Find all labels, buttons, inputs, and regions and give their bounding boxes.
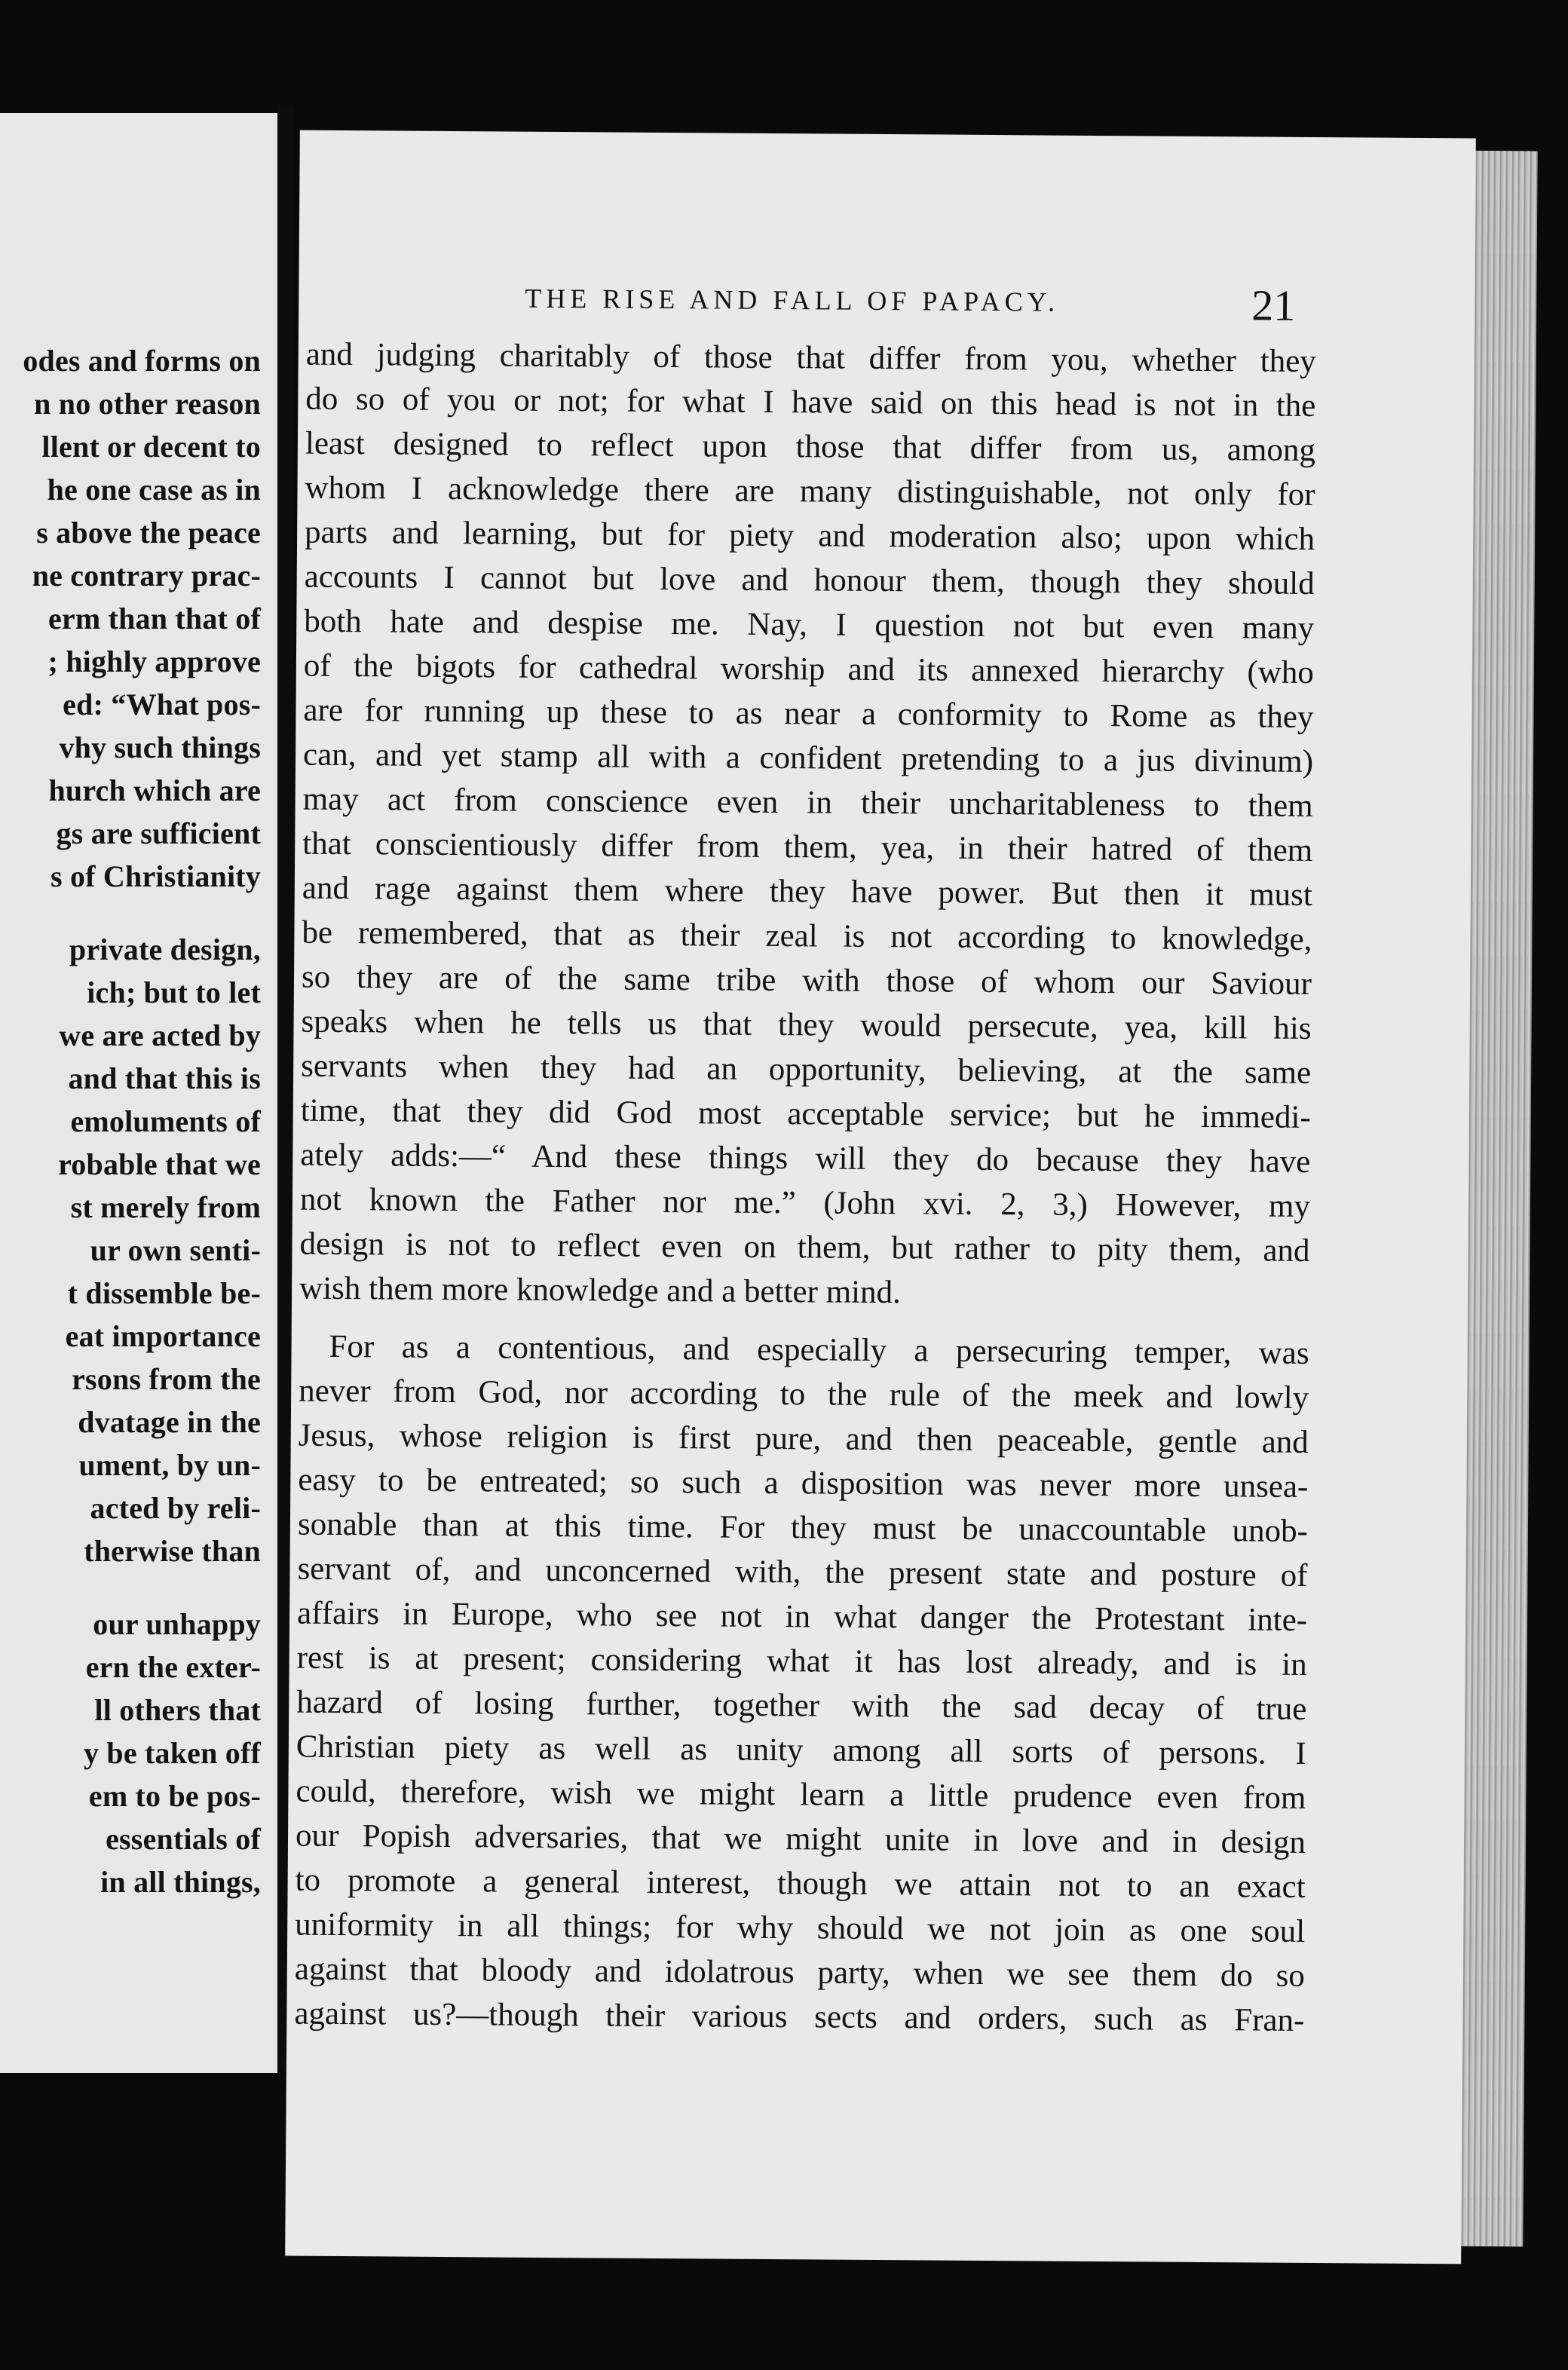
text-line: servants when they had an opportunity, believing, at the same: [301, 1048, 1312, 1091]
text-line: Jesus, whose religion is first pure, and then peaceable, gentle and: [298, 1417, 1309, 1460]
text-line: in all things,: [100, 1865, 261, 1899]
text-line: n no other reason: [34, 387, 261, 421]
text-line: are for running up these to as near a conformity to Rome as they: [303, 692, 1314, 735]
text-line: s of Christianity: [51, 859, 261, 893]
text-line: to promote a general interest, though we attain not to an exact: [295, 1862, 1306, 1905]
text-line: ument, by un-: [78, 1448, 261, 1482]
text-line: uniformity in all things; for why should we not join as one soul: [295, 1906, 1306, 1949]
text-line: that conscientiously differ from them, yea, in their hatred of them: [302, 825, 1313, 868]
page: [285, 130, 1476, 2264]
text-line: llent or decent to: [41, 430, 261, 464]
text-line: servant of, and unconcerned with, the present state and posture of: [297, 1551, 1308, 1594]
text-line: rsons from the: [72, 1362, 261, 1396]
text-line: Christian piety as well as unity among all sorts of persons. I: [296, 1729, 1307, 1771]
text-line: not known the Father nor me.” (John xvi. 2, 3,) However, my: [299, 1181, 1311, 1224]
text-line: s above the peace: [36, 516, 261, 550]
text-line: rest is at present; considering what it has lost already, and is in: [296, 1640, 1307, 1683]
text-line: t dissemble be-: [67, 1276, 261, 1310]
text-line: hurch which are: [48, 773, 261, 807]
text-line: sonable than at this time. For they must be unaccountable unob-: [297, 1506, 1309, 1549]
text-line: eat importance: [65, 1319, 261, 1353]
text-line: private design,: [69, 932, 261, 966]
text-line: against us?—though their various sects and orders, such as Fran-: [294, 1995, 1305, 2038]
text-line: our Popish adversaries, that we might unite in love and in design: [295, 1817, 1306, 1860]
text-line: do so of you or not; for what I have said on this head is not in the: [305, 381, 1316, 424]
text-line: against that bloody and idolatrous party, when we see them do so: [294, 1951, 1305, 1994]
text-line: therwise than: [84, 1534, 261, 1568]
text-line: parts and learning, but for piety and moderation also; upon which: [304, 514, 1315, 558]
previous-page-fragment: [0, 113, 280, 2073]
text-line: hazard of losing further, together with the sad decay of true: [296, 1684, 1307, 1727]
text-line: odes and forms on: [23, 344, 261, 378]
paragraph-2: [294, 1324, 1309, 2043]
text-line: so they are of the same tribe with those of whom our Saviour: [301, 959, 1312, 1002]
text-line: ich; but to let: [87, 975, 261, 1009]
paragraph-1: [299, 332, 1316, 1318]
text-line: of the bigots for cathedral worship and its annexed hierarchy (who: [303, 648, 1315, 690]
text-line: may act from conscience even in their uncharitableness to them: [302, 781, 1313, 824]
body-text: [294, 332, 1316, 2043]
text-line: For as a contentious, and especially a persecuring temper, was: [329, 1328, 1309, 1371]
text-line: erm than that of: [47, 602, 261, 635]
text-line: time, that they did God most acceptable service; but he immedi-: [300, 1092, 1311, 1135]
text-line: he one case as in: [47, 473, 261, 507]
text-line: gs are sufficient: [56, 816, 261, 850]
text-line: and that this is: [68, 1061, 261, 1095]
text-line: em to be pos-: [88, 1779, 261, 1813]
text-line: least designed to reflect upon those that differ from us, among: [305, 425, 1316, 469]
text-line: essentials of: [106, 1822, 261, 1856]
text-line: and rage against them where they have power. But then it must: [302, 870, 1312, 913]
running-head: THE RISE AND FALL OF PAPACY.: [525, 283, 1060, 317]
text-line: speaks when he tells us that they would persecute, yea, kill his: [301, 1003, 1312, 1046]
text-line: ately adds:—“ And these things will they do because they have: [300, 1137, 1311, 1180]
text-line: st merely from: [70, 1190, 261, 1224]
text-line: acted by reli-: [90, 1491, 261, 1525]
text-line: could, therefore, wish we might learn a little prudence even from: [296, 1773, 1306, 1816]
text-line: emoluments of: [70, 1104, 261, 1138]
text-line: design is not to reflect even on them, but rather to pity them, and: [299, 1226, 1310, 1269]
text-line: ern the exter-: [85, 1650, 261, 1684]
text-line: ed: “What pos-: [63, 687, 261, 721]
text-line: can, and yet stamp all with a confident pretending to a jus divinum): [302, 736, 1314, 779]
text-line: easy to be entreated; so such a disposition was never more unsea-: [298, 1462, 1309, 1505]
text-line: our unhappy: [93, 1607, 261, 1641]
text-line: never from God, nor according to the rule of the meek and lowly: [299, 1373, 1309, 1416]
text-line: vhy such things: [59, 730, 261, 764]
text-line: ; highly approve: [47, 645, 261, 678]
page-number: 21: [1251, 280, 1296, 330]
text-line: ll others that: [94, 1693, 261, 1727]
text-line: both hate and despise me. Nay, I question not but even many: [304, 603, 1315, 646]
text-line: ur own senti-: [90, 1233, 261, 1267]
text-line: affairs in Europe, who see not in what danger the Protestant inte-: [296, 1595, 1308, 1638]
text-line: accounts I cannot but love and honour them, though they should: [304, 559, 1315, 602]
text-line: robable that we: [58, 1147, 261, 1181]
text-line: be remembered, that as their zeal is not according to knowledge,: [302, 914, 1312, 957]
text-line: y be taken off: [83, 1736, 261, 1770]
text-line: we are acted by: [59, 1018, 261, 1052]
text-line: dvatage in the: [78, 1405, 261, 1439]
text-line: ne contrary prac-: [32, 559, 261, 592]
text-line: and judging charitably of those that differ from you, whether they: [305, 336, 1316, 380]
text-line: whom I acknowledge there are many distinguishable, not only for: [305, 470, 1315, 513]
text-line: wish them more knowledge and a better mind.: [299, 1270, 901, 1311]
previous-page-text: [0, 339, 261, 1903]
